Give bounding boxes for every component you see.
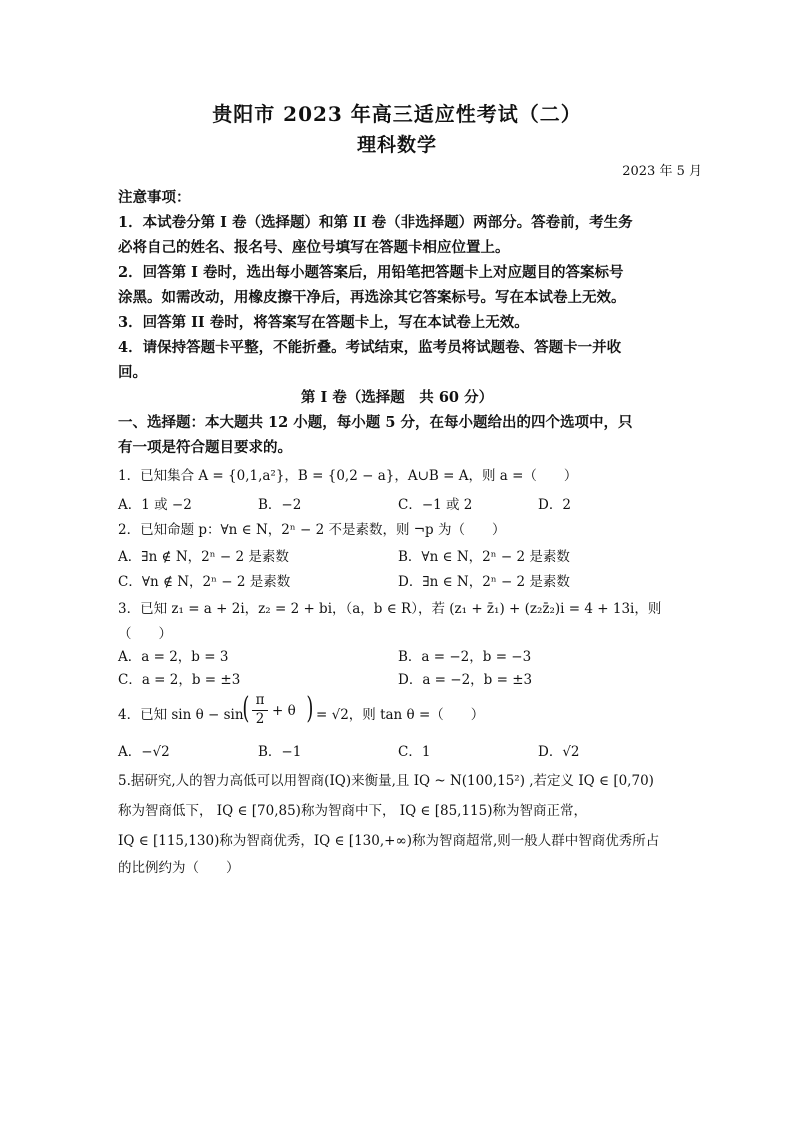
- q1-option-c: C．−1 或 2: [398, 497, 473, 513]
- q4-option-a: A．−√2: [118, 744, 170, 760]
- q3-option-d: D．a = −2，b = ±3: [398, 672, 533, 688]
- q4-option-c: C．1: [398, 744, 431, 760]
- notice-line: 4．请保持答题卡平整，不能折叠。考试结束，监考员将试题卷、答题卡一并收: [118, 339, 622, 356]
- open-paren-glyph: (: [242, 691, 250, 726]
- notice-line: 回。: [118, 364, 147, 381]
- q3-option-c: C．a = 2，b = ±3: [118, 672, 241, 688]
- q4-option-b: B．−1: [258, 744, 302, 760]
- q3-option-a: A．a = 2，b = 3: [118, 649, 229, 665]
- q4-frac-num: π: [255, 692, 265, 708]
- section-intro: 有一项是符合题目要求的。: [118, 439, 292, 456]
- exam-date: 2023 年 5 月: [622, 164, 702, 179]
- question-3-stem: 3．已知 z₁ = a + 2i，z₂ = 2 + bi，（a，b ∈ R），若 (z₁ + z̄₁) + (z₂z̄₂)i = 4 + 13i，则: [118, 601, 662, 617]
- q4-stem-post: + θ: [272, 703, 296, 719]
- notice-line: 1．本试卷分第 I 卷（选择题）和第 II 卷（非选择题）两部分。答卷前，考生务: [118, 214, 633, 231]
- question-1-stem: 1．已知集合 A = {0,1,a²}，B = {0,2 − a}，A∪B = A，则 a =（ ）: [118, 468, 578, 484]
- notice-line: 涂黑。如需改动，用橡皮擦干净后，再选涂其它答案标号。写在本试卷上无效。: [118, 289, 626, 306]
- notice-line: 3．回答第 II 卷时，将答案写在答题卡上，写在本试卷上无效。: [118, 314, 529, 331]
- question-5-line: 称为智商低下， IQ ∈ [70,85)称为智商中下， IQ ∈ [85,115)称为智商正常，: [118, 803, 587, 819]
- q3-option-b: B．a = −2，b = −3: [398, 649, 532, 665]
- q4-frac-den: 2: [255, 711, 265, 727]
- q2-option-d: D．∃n ∈ N，2ⁿ − 2 是素数: [398, 574, 570, 590]
- question-3-stem-cont: （ ）: [118, 626, 172, 642]
- q1-option-b: B．−2: [258, 497, 302, 513]
- close-paren-glyph: ): [306, 691, 314, 726]
- exam-title: 贵阳市 2023 年高三适应性考试（二）: [212, 102, 582, 126]
- exam-subtitle: 理科数学: [356, 134, 437, 156]
- q1-option-a: A．1 或 −2: [118, 497, 192, 513]
- section-title: 第 I 卷（选择题 共 60 分）: [300, 389, 494, 406]
- q2-option-c: C．∀n ∉ N，2ⁿ − 2 是素数: [118, 574, 291, 590]
- q4-stem-pre: 4．已知 sin θ − sin: [118, 707, 244, 723]
- question-5-line: IQ ∈ [115,130)称为智商优秀，IQ ∈ [130,+∞)称为智商超常,则一般人群中智商优秀所占: [118, 833, 660, 849]
- q1-option-d: D．2: [538, 497, 571, 513]
- question-2-stem: 2．已知命题 p：∀n ∈ N，2ⁿ − 2 不是素数，则 ¬p 为（ ）: [118, 522, 506, 538]
- q2-option-b: B．∀n ∈ N，2ⁿ − 2 是素数: [398, 549, 570, 565]
- notice-line: 必将自己的姓名、报名号、座位号填写在答题卡相应位置上。: [118, 239, 510, 256]
- section-intro: 一、选择题：本大题共 12 小题，每小题 5 分，在每小题给出的四个选项中，只: [118, 414, 633, 431]
- q4-stem-end: = √2，则 tan θ =（ ）: [316, 707, 485, 723]
- question-5-line: 的比例约为（ ）: [118, 860, 240, 876]
- notice-heading: 注意事项：: [118, 189, 191, 206]
- question-5-line: 5.据研究,人的智力高低可以用智商(IQ)来衡量,且 IQ ~ N(100,15²) ,若定义 IQ ∈ [0,70): [118, 773, 654, 789]
- q4-option-d: D．√2: [538, 744, 580, 760]
- q2-option-a: A．∃n ∉ N，2ⁿ − 2 是素数: [118, 549, 289, 565]
- notice-line: 2．回答第 I 卷时，选出每小题答案后，用铅笔把答题卡上对应题目的答案标号: [118, 264, 624, 281]
